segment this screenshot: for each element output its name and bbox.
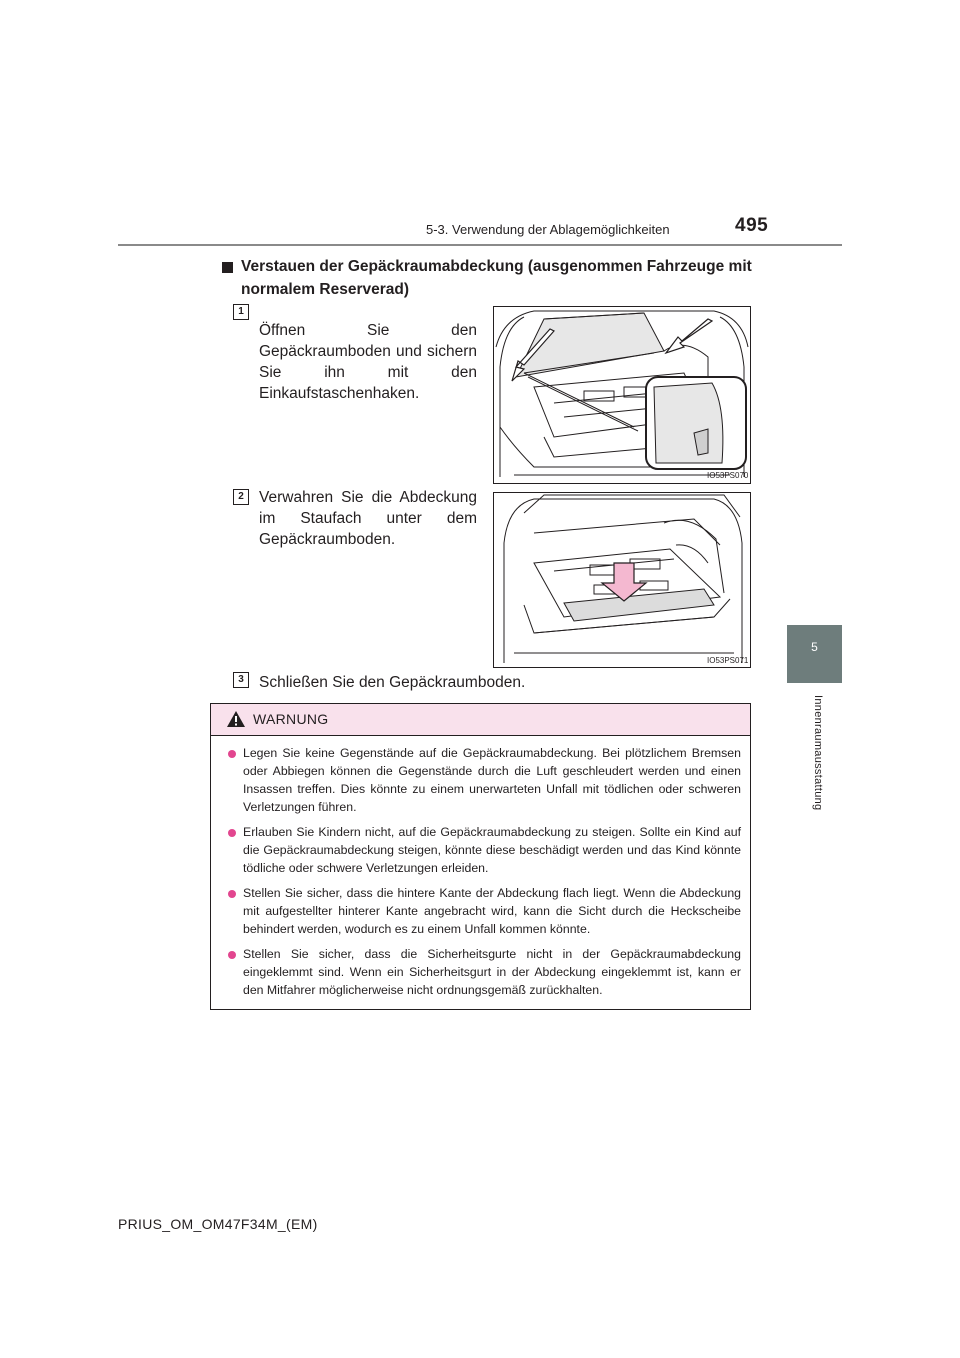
chapter-label: Innenraumausstattung <box>812 695 824 811</box>
step-number-3: 3 <box>233 672 249 688</box>
figure-1-code: IO53PS070 <box>707 471 749 480</box>
warning-bullet-icon <box>228 951 236 959</box>
step-1-text: Öffnen Sie den Gepäckraumboden und sichern Sie ihn mit den Einkaufstaschenhaken. <box>259 322 477 402</box>
trunk-illustration-2 <box>494 493 750 667</box>
step-number-1: 1 <box>233 304 249 320</box>
figure-2-code: IO53PS071 <box>707 656 749 665</box>
warning-bullet-icon <box>228 750 236 758</box>
header-divider <box>118 244 842 246</box>
warning-item-2: Erlauben Sie Kindern nicht, auf die Gepäckraumabdeckung zu steigen. Sollte ein Kind auf die Gepäckraumabdeckung steigen, könnte diese beschädigt werden und das Kind könnte tödliche oder schwere Verletzungen erleiden. <box>243 825 741 875</box>
step-3-text: Schließen Sie den Gepäckraumboden. <box>259 674 526 691</box>
warning-title: WARNUNG <box>253 711 329 727</box>
figure-open-floor <box>493 306 751 484</box>
figure-store-cover <box>493 492 751 668</box>
warning-triangle-icon <box>226 710 246 733</box>
step-2-text: Verwahren Sie die Abdeckung im Staufach unter dem Gepäckraumboden. <box>259 489 477 548</box>
page-number: 495 <box>735 215 769 236</box>
warning-item-4: Stellen Sie sicher, dass die Sicherheitsgurte nicht in der Gepäckraumabdeckung eingeklemmt sind. Wenn ein Sicherheitsgurt in der Abdeckung eingeklemmt ist, kann er den Mitfahrer möglicherweise nicht ordnungsgemäß zurückhalten. <box>243 947 741 997</box>
step-number-2: 2 <box>233 489 249 505</box>
header-section-title: 5-3. Verwendung der Ablagemöglichkeiten <box>426 222 670 237</box>
chapter-number: 5 <box>811 640 818 654</box>
warning-item-1: Legen Sie keine Gegenstände auf die Gepäckraumabdeckung. Bei plötzlichem Bremsen oder Abbiegen können die Gegenstände durch die Luft geschleudert werden und einen Insassen treffen. Dies könnte zu einem unerwarteten Unfall mit tödlichen oder schweren Verletzungen führen. <box>243 746 741 814</box>
heading-square-icon <box>222 262 233 273</box>
chapter-tab <box>787 625 842 683</box>
warning-bullet-icon <box>228 890 236 898</box>
warning-item-3: Stellen Sie sicher, dass die hintere Kante der Abdeckung flach liegt. Wenn die Abdeckung mit aufgestellter hinterer Kante angebracht wird, kann die Sicht durch die Heckscheibe behindert werden, wodurch es zu einem Unfall kommen könnte. <box>243 886 741 936</box>
footer-doc-code: PRIUS_OM_OM47F34M_(EM) <box>118 1216 318 1232</box>
warning-bullet-icon <box>228 829 236 837</box>
section-heading: Verstauen der Gepäckraumabdeckung (ausgenommen Fahrzeuge mit normalem Reserverad) <box>241 258 752 298</box>
trunk-illustration-1 <box>494 307 750 483</box>
